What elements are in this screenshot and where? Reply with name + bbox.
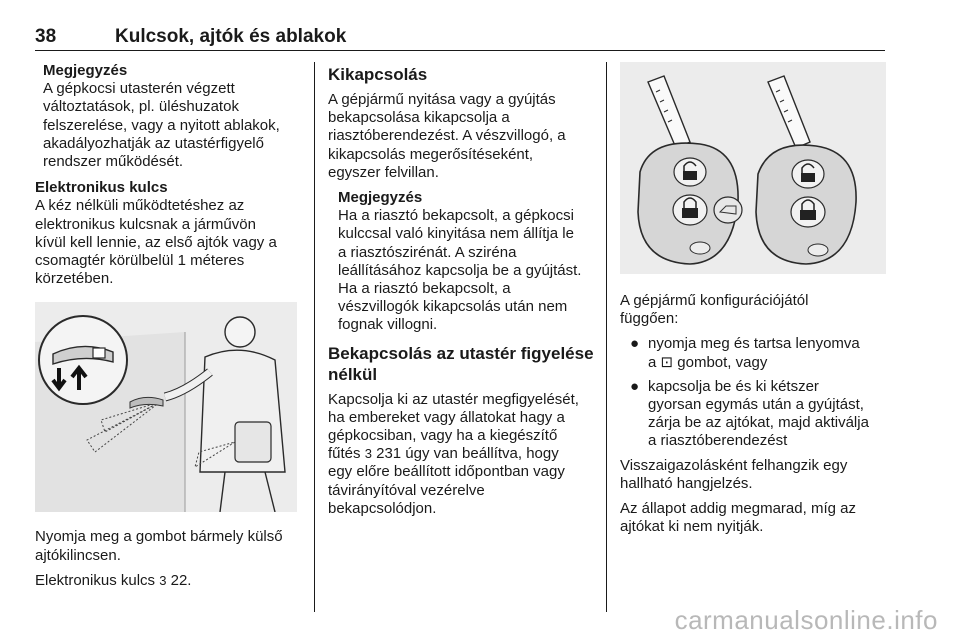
bullet-dot: ● [630,335,640,353]
page-ref-icon: 3 [159,572,167,588]
note-line: vészvillogók kikapcsolás után nem [338,298,568,316]
header-rule [35,50,885,51]
note-title: Megjegyzés [43,62,128,79]
paragraph-line: kívül kell lennie, az első ajtók vagy a [35,233,277,251]
paragraph-line: A gépjármű konfigurációjától [620,292,809,309]
page-ref-icon: 3 [364,446,372,462]
paragraph-line: Az állapot addig megmarad, míg az [620,500,856,518]
key-fob-drawing [620,62,886,274]
note-line: rendszer működését. [43,153,184,171]
paragraph-line: riasztóberendezést. A vészvillogó, a [328,127,566,145]
door-handle-illustration [35,302,297,512]
paragraph-line: A gépjármű nyitása vagy a gyújtás [328,91,556,108]
cross-reference [35,572,305,590]
note-line: leállításához kapcsolja be a gyújtást. [338,261,582,279]
paragraph-line: kikapcsolás megerősítéseként, [328,145,534,163]
ref-page[interactable]: 231 úgy van beállítva, hogy [376,445,559,463]
door-handle-drawing [35,302,297,512]
note-line: fognak villogni. [338,316,438,334]
paragraph-line: függően: [620,310,679,328]
note-block [35,62,305,171]
note-line: változtatások, pl. üléshuzatok [43,98,239,116]
bullet-text: gombot, vagy [677,353,768,371]
watermark: carmanualsonline.info [674,605,938,635]
bullet-line-with-icon [648,354,892,372]
paragraph-line: körzetében. [35,270,114,288]
caption-line: Nyomja meg a gombot bármely külső [35,528,283,546]
paragraph-line: egyszer felvillan. [328,163,439,181]
chapter-title: Kulcsok, ajtók és ablakok [115,26,347,47]
bullet-line: a riasztóberendezést [648,432,788,450]
bullet-item [620,378,892,451]
section-title-electronic-key: Elektronikus kulcs [35,179,168,197]
note-line: akadályozhatják az utastérfigyelő [43,134,264,152]
note-line: a riasztószirénát. A sziréna [338,243,517,261]
bullet-line: kapcsolja be és ki kétszer [648,377,819,395]
bullet-line: nyomja meg és tartsa lenyomva [648,335,860,353]
ref-text: Elektronikus kulcs [35,571,156,589]
paragraph-line-with-ref [328,445,600,463]
note-line: A gépkocsi utasterén végzett [43,80,235,98]
column-divider-left [314,62,315,612]
paragraph-line: gépkocsiban, vagy ha a kiegészítő [328,427,558,445]
key-fob-illustration [620,62,886,274]
note-line: felszerelése, vagy a nyitott ablakok, [43,116,280,134]
paragraph-line: egy előre beállított időpontban vagy [328,463,565,481]
bullet-line: zárja be az ajtókat, majd aktiválja [648,414,869,432]
paragraph-line: elektronikus kulcsnak a járművön [35,215,256,233]
right-column [620,62,892,536]
middle-column [328,64,600,518]
left-column [35,62,305,590]
paragraph-line: hallható hangjelzés. [620,474,753,492]
lock-icon: ⊡ [660,353,674,371]
heading-line: Bekapcsolás az utastér figyelése [328,343,594,363]
paragraph-line: A kéz nélküli működtetéshez az [35,197,245,215]
note-block [328,189,600,335]
bullet-item [620,335,892,371]
paragraph-line: Kapcsolja ki az utastér megfigyelését, [328,390,579,408]
heading-deactivation: Kikapcsolás [328,65,428,84]
page-number: 38 [35,26,57,47]
paragraph-line: csomagtér körülbelül 1 méteres [35,252,245,270]
bullet-dot: ● [630,377,640,395]
note-title: Megjegyzés [338,189,423,207]
paragraph-line: távirányítóval vezérelve [328,481,485,499]
note-line: Ha a riasztó bekapcsolt, a [338,280,511,298]
column-divider-right [606,62,607,612]
note-line: kulccsal való kinyitása nem állítja le [338,225,574,243]
ref-page[interactable]: 22. [170,571,192,589]
note-line: Ha a riasztó bekapcsolt, a gépkocsi [338,207,574,225]
bullet-text: a [648,353,657,371]
paragraph-line: bekapcsolódjon. [328,499,437,517]
caption-line: ajtókilincsen. [35,546,121,564]
ref-prefix: fűtés [328,445,361,463]
paragraph-line: Visszaigazolásként felhangzik egy [620,456,848,474]
bullet-line: gyorsan egymás után a gyújtást, [648,396,864,414]
heading-activation-without-monitoring [328,343,600,385]
paragraph-line: ajtókat ki nem nyitják. [620,518,764,536]
trunk-button [714,197,742,223]
paragraph-line: ha embereket vagy állatokat hagy a [328,408,565,426]
heading-line: nélkül [328,364,378,384]
page-header [35,26,885,52]
paragraph-line: bekapcsolása kikapcsolja a [328,109,510,127]
